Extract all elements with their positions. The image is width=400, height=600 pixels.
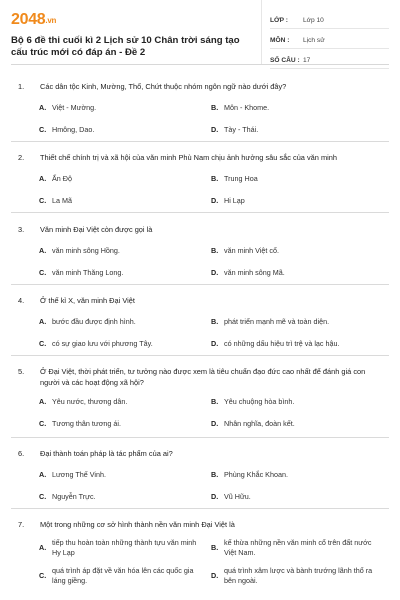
option-grid	[11, 174, 389, 206]
option-d[interactable]	[211, 125, 383, 135]
option-letter: B.	[211, 397, 219, 406]
option-a[interactable]	[39, 103, 211, 113]
exam-meta	[261, 0, 389, 64]
option-letter: D.	[211, 570, 219, 580]
meta-row-count	[270, 52, 389, 69]
option-letter: C.	[39, 195, 47, 205]
option-text: tiếp thu hoàn toàn những thành tựu văn minh Hy Lạp	[52, 537, 197, 557]
option-text: phát triển mạnh mẽ và toàn diện.	[224, 316, 330, 326]
option-text: Hi Lạp	[224, 195, 245, 205]
option-letter: A.	[39, 316, 47, 326]
option-letter: B.	[211, 469, 219, 479]
option-text: Yêu chuộng hòa bình.	[224, 397, 295, 406]
option-text: Trung Hoa	[224, 173, 258, 183]
option-letter: C.	[39, 338, 47, 348]
question-stem	[11, 296, 389, 307]
meta-row-subject	[270, 32, 389, 49]
question-number: 2.	[18, 153, 25, 162]
option-text: Vũ Hữu.	[224, 491, 251, 501]
option-letter: C.	[39, 267, 47, 277]
option-letter: D.	[211, 491, 219, 501]
question-stem	[11, 449, 389, 460]
option-c[interactable]	[39, 566, 211, 586]
question-1	[11, 65, 389, 142]
option-d[interactable]	[211, 492, 383, 502]
option-c[interactable]	[39, 196, 211, 206]
option-text: văn minh sông Hồng.	[52, 245, 120, 255]
question-stem	[11, 367, 389, 388]
meta-value: 17	[303, 56, 311, 64]
meta-value: Lớp 10	[303, 16, 324, 24]
question-3	[11, 213, 389, 285]
question-text: Ở Đại Việt, thời phát triển, tư tưởng nào được xem là tiêu chuẩn đạo đức cao nhất để đánh giá con người và các hoạt động xã hội?	[40, 367, 366, 387]
question-text: Các dân tộc Kinh, Mường, Thổ, Chứt thuộc nhóm ngôn ngữ nào dưới đây?	[40, 82, 287, 91]
question-stem	[11, 153, 389, 164]
question-text: Ở thế kỉ X, văn minh Đại Việt	[40, 296, 135, 305]
question-number: 5.	[18, 367, 25, 376]
option-b[interactable]	[211, 317, 383, 327]
option-grid	[11, 397, 389, 429]
exam-header	[11, 0, 389, 65]
option-d[interactable]	[211, 196, 383, 206]
option-text: Lương Thế Vinh.	[52, 469, 107, 479]
question-5	[11, 356, 389, 438]
option-text: kế thừa những nền văn minh cổ trên đất nước Việt Nam.	[224, 537, 372, 557]
option-b[interactable]	[211, 397, 383, 407]
option-letter: B.	[211, 542, 219, 552]
option-d[interactable]	[211, 566, 383, 586]
option-text: có sự giao lưu với phương Tây.	[52, 338, 153, 348]
question-text: Một trong những cơ sở hình thành nền văn minh Đại Việt là	[40, 520, 235, 529]
option-a[interactable]	[39, 538, 211, 558]
option-letter: C.	[39, 419, 47, 428]
option-text: Tày - Thái.	[224, 124, 259, 134]
question-number: 3.	[18, 225, 25, 234]
option-letter: D.	[211, 195, 219, 205]
option-d[interactable]	[211, 339, 383, 349]
option-letter: B.	[211, 316, 219, 326]
logo-text: 2048	[11, 11, 46, 28]
option-c[interactable]	[39, 339, 211, 349]
question-4	[11, 285, 389, 356]
option-text: văn minh Thăng Long.	[52, 267, 124, 277]
question-text: Thiết chế chính trị và xã hội của văn minh Phù Nam chịu ảnh hưởng sâu sắc của văn minh	[40, 153, 337, 162]
option-letter: A.	[39, 173, 47, 183]
option-text: Yêu nước, thương dân.	[52, 397, 128, 406]
option-text: văn minh Việt cổ.	[224, 245, 280, 255]
question-2	[11, 142, 389, 213]
option-text: Hmông, Dao.	[52, 124, 95, 134]
option-grid	[11, 538, 389, 586]
option-text: La Mã	[52, 195, 72, 205]
question-number: 7.	[18, 520, 25, 529]
option-b[interactable]	[211, 174, 383, 184]
option-letter: D.	[211, 338, 219, 348]
question-number: 1.	[18, 82, 25, 91]
meta-label: SỐ CÂU :	[270, 56, 300, 64]
option-text: có những dấu hiệu trì trệ và lạc hậu.	[224, 338, 340, 348]
option-text: Nguyễn Trực.	[52, 491, 96, 501]
logo-tld: .vn	[45, 16, 57, 25]
meta-value: Lịch sử	[303, 36, 325, 44]
question-text: Văn minh Đại Việt còn được gọi là	[40, 225, 153, 234]
option-letter: A.	[39, 102, 47, 112]
header-left	[11, 0, 257, 64]
question-number: 4.	[18, 296, 25, 305]
option-a[interactable]	[39, 317, 211, 327]
meta-row-class	[270, 12, 389, 29]
option-letter: C.	[39, 124, 47, 134]
option-text: bước đầu được định hình.	[52, 316, 136, 326]
option-letter: A.	[39, 542, 47, 552]
question-7	[11, 509, 389, 599]
option-d[interactable]	[211, 419, 383, 429]
option-text: văn minh sông Mã.	[224, 267, 285, 277]
option-letter: D.	[211, 124, 219, 134]
site-logo[interactable]	[11, 12, 257, 29]
option-letter: A.	[39, 245, 47, 255]
option-b[interactable]	[211, 103, 383, 113]
option-grid	[11, 246, 389, 278]
option-grid	[11, 103, 389, 135]
option-text: Môn - Khome.	[224, 102, 270, 112]
option-letter: B.	[211, 245, 219, 255]
option-letter: C.	[39, 570, 47, 580]
option-text: quá trình áp đặt về văn hóa lên các quốc gia láng giềng.	[52, 565, 194, 585]
option-a[interactable]	[39, 397, 211, 407]
option-text: quá trình xâm lược và bành trướng lãnh thổ ra bên ngoài.	[224, 565, 373, 585]
option-a[interactable]	[39, 246, 211, 256]
question-text: Đại thành toán pháp là tác phẩm của ai?	[40, 449, 173, 458]
exam-title: Bộ 6 đề thi cuối kì 2 Lịch sử 10 Chân trời sáng tạo cấu trúc mới có đáp án - Đề 2	[11, 35, 240, 58]
question-6	[11, 438, 389, 509]
option-text: Phùng Khắc Khoan.	[224, 469, 288, 479]
question-stem	[11, 225, 389, 236]
option-grid	[11, 317, 389, 349]
option-text: Nhân nghĩa, đoàn kết.	[224, 419, 295, 428]
option-d[interactable]	[211, 268, 383, 278]
option-c[interactable]	[39, 492, 211, 502]
option-letter: D.	[211, 419, 219, 428]
option-letter: A.	[39, 397, 47, 406]
question-number: 6.	[18, 449, 25, 458]
option-letter: D.	[211, 267, 219, 277]
option-b[interactable]	[211, 470, 383, 480]
option-c[interactable]	[39, 125, 211, 135]
question-stem	[11, 520, 389, 531]
meta-label: MÔN :	[270, 36, 290, 44]
option-c[interactable]	[39, 419, 211, 429]
option-text: Ấn Độ	[52, 173, 72, 183]
option-letter: A.	[39, 469, 47, 479]
option-b[interactable]	[211, 538, 383, 558]
option-letter: C.	[39, 491, 47, 501]
option-letter: B.	[211, 102, 219, 112]
option-a[interactable]	[39, 470, 211, 480]
option-b[interactable]	[211, 246, 383, 256]
option-text: Tương thân tương ái.	[52, 419, 121, 428]
option-a[interactable]	[39, 174, 211, 184]
option-grid	[11, 470, 389, 502]
option-letter: B.	[211, 173, 219, 183]
question-stem	[11, 82, 389, 93]
option-text: Việt - Mường.	[52, 102, 97, 112]
meta-label: LỚP :	[270, 16, 288, 24]
option-c[interactable]	[39, 268, 211, 278]
